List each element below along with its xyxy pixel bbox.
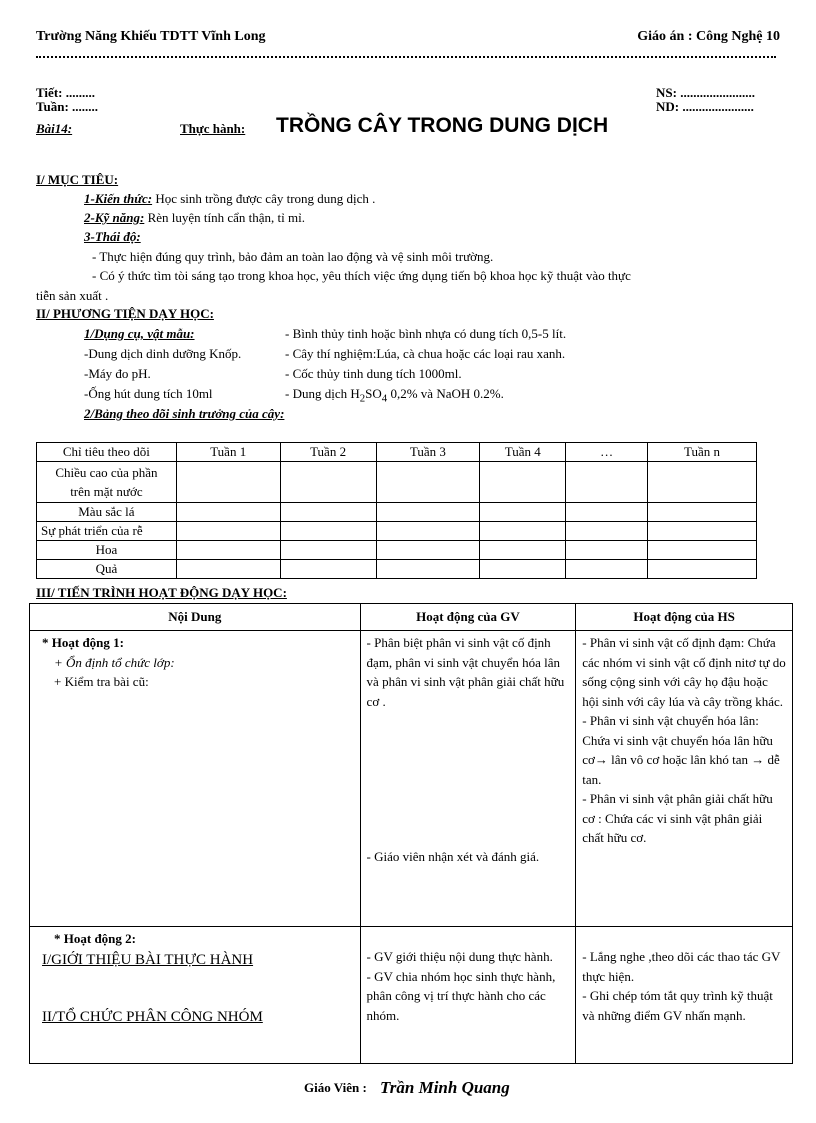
table-row [37,522,757,541]
table-row [37,462,757,503]
tool-item: - Bình thủy tinh hoặc bình nhựa có dung tích 0,5-5 lít. [285,326,567,341]
table-header-row [30,604,793,631]
activity-1-content [30,631,361,927]
tiet-field: Tiết: ......... [36,85,95,100]
tool-item-chemicals: - Dung dịch $H_2SO_4$ 0,2% và NaOH 0.2%. [285,386,504,405]
page-title: TRỒNG CÂY TRONG DUNG DỊCH [276,114,609,137]
activity-title: * Hoạt động 1: [42,635,124,650]
knowledge-label: 1-Kiến thức: [84,191,153,206]
student-activity: - Phân vi sinh vật phân giải chất hữu cơ : Chứa các vi sinh vật phân giải chất hữu cơ. [582,791,773,845]
attitude-item-1: - Thực hiện đúng quy trình, bảo đảm an toàn lao động và vệ sinh môi trường. [92,249,494,264]
table-header-cell: … [566,443,648,462]
table-header-cell: Hoạt động của GV [360,604,576,631]
table-row [37,503,757,522]
tracking-table-label: 2/Bảng theo dõi sinh trưởng của cây: [84,406,285,421]
activity-2-student [576,927,793,1064]
skill-label: 2-Kỹ năng: [84,210,145,225]
attitude-item-2: - Có ý thức tìm tòi sáng tạo trong khoa học, yêu thích việc ứng dụng tiến bộ khoa học kỹ thuật vào thực [92,268,631,283]
arrow-icon: → [751,752,765,767]
arrow-icon: → [594,752,608,767]
tool-item: - Cốc thủy tinh dung tích 1000ml. [285,366,462,381]
table-header-cell: Tuần 4 [480,443,566,462]
table-header-cell: Nội Dung [30,604,361,631]
activities-table [29,603,793,1064]
subject-label: Giáo án : Công Nghệ 10 [637,29,780,44]
nd-field: ND: ...................... [656,99,754,114]
skill-text: Rèn luyện tính cẩn thận, tỉ mỉ. [144,210,305,225]
student-activity: - Ghi chép tóm tắt quy trình kỹ thuật và những điểm GV nhấn mạnh. [582,988,773,1023]
skill-line [84,210,305,226]
activity-item: + Kiểm tra bài cũ: [54,674,149,689]
teacher-label: Giáo Viên : [304,1080,367,1095]
attitude-label: 3-Thái độ: [84,229,141,244]
activity-2-teacher [360,927,576,1064]
activity-title: * Hoạt động 2: [54,931,136,946]
tool-item: - Cây thí nghiệm:Lúa, cà chua hoặc các loại rau xanh. [285,346,566,361]
table-header-cell: Chỉ tiêu theo dõi [37,443,177,462]
knowledge-line [84,191,375,207]
student-activity: - Phân vi sinh vật chuyển hóa lân: Chứa vi sinh vật chuyển hóa lân hữu cơ→ lân vô cơ hoặc lân khó tan → dễ tan. [582,713,780,787]
table-row-label: Màu sắc lá [37,503,177,522]
tuan-field: Tuần: ........ [36,99,99,114]
table-header-cell: Tuần 2 [280,443,376,462]
knowledge-text: Học sinh trồng được cây trong dung dịch . [152,191,376,206]
table-header-cell: Tuần n [648,443,757,462]
tool-item: -Dung dịch dinh dưỡng Knốp. [84,346,242,361]
activity-item: I/GIỚI THIỆU BÀI THỰC HÀNH [42,951,254,968]
table-header-row [37,443,757,462]
table-header-cell: Tuần 1 [176,443,280,462]
teacher-activity: - GV chia nhóm học sinh thực hành, phân công vị trí thực hành cho các nhóm. [366,968,556,1023]
table-header-cell: Tuần 3 [376,443,480,462]
objectives-heading: I/ MỤC TIÊU: [36,172,119,187]
tool-item: -Máy đo pH. [84,366,151,381]
activity-1-teacher [360,631,576,927]
teacher-signature: Trần Minh Quang [380,1078,510,1097]
growth-tracking-table [36,442,757,579]
attitude-item-2-cont: tiễn sản xuất . [36,288,109,303]
table-header-cell: Hoạt động của HS [576,604,793,631]
table-row [30,927,793,1064]
school-name: Trường Năng Khiếu TDTT Vĩnh Long [36,29,266,44]
activity-1-student [576,631,793,927]
activity-item: + Ổn định tổ chức lớp: [54,654,175,670]
lesson-number: Bài14: [36,121,73,136]
table-row-label: Hoa [37,541,177,560]
table-row-label: Chiều cao của phần trên mặt nước [37,462,177,503]
tool-item: -Ống hút dung tích 10ml [84,386,213,401]
activity-item: II/TỔ CHỨC PHÂN CÔNG NHÓM [42,1009,263,1025]
table-row-label: Sự phát triển của rễ [37,522,177,541]
table-row [30,631,793,927]
table-row [37,541,757,560]
ns-field: NS: ....................... [656,85,755,100]
practice-label: Thực hành: [180,121,246,136]
teacher-activity: - GV giới thiệu nội dung thực hành. [366,949,553,964]
activity-2-content [30,927,361,1064]
teacher-activity: - Phân biệt phân vi sinh vật cố định đạm, phân vi sinh vật chuyển hóa lân và phân vi sinh vật phân giải chất hữu cơ . [366,635,565,709]
table-row [37,560,757,579]
student-activity: - Lắng nghe ,theo dõi các thao tác GV thực hiện. [582,949,781,984]
teacher-activity: - Giáo viên nhận xét và đánh giá. [366,849,540,864]
student-activity: - Phân vi sinh vật cố định đạm: Chứa các nhóm vi sinh vật cố định nitơ tự do sống cộng sinh với cây họ đậu hoặc hội sinh với cây lúa và cây trồng khác. [582,635,786,709]
process-heading: III/ TIẾN TRÌNH HOẠT ĐỘNG DẠY HỌC: [36,585,287,600]
tools-label: 1/Dụng cụ, vật mẫu: [84,326,195,341]
header-divider [36,50,776,58]
table-row-label: Quả [37,560,177,579]
means-heading: II/ PHƯƠNG TIỆN DẠY HỌC: [36,306,214,321]
